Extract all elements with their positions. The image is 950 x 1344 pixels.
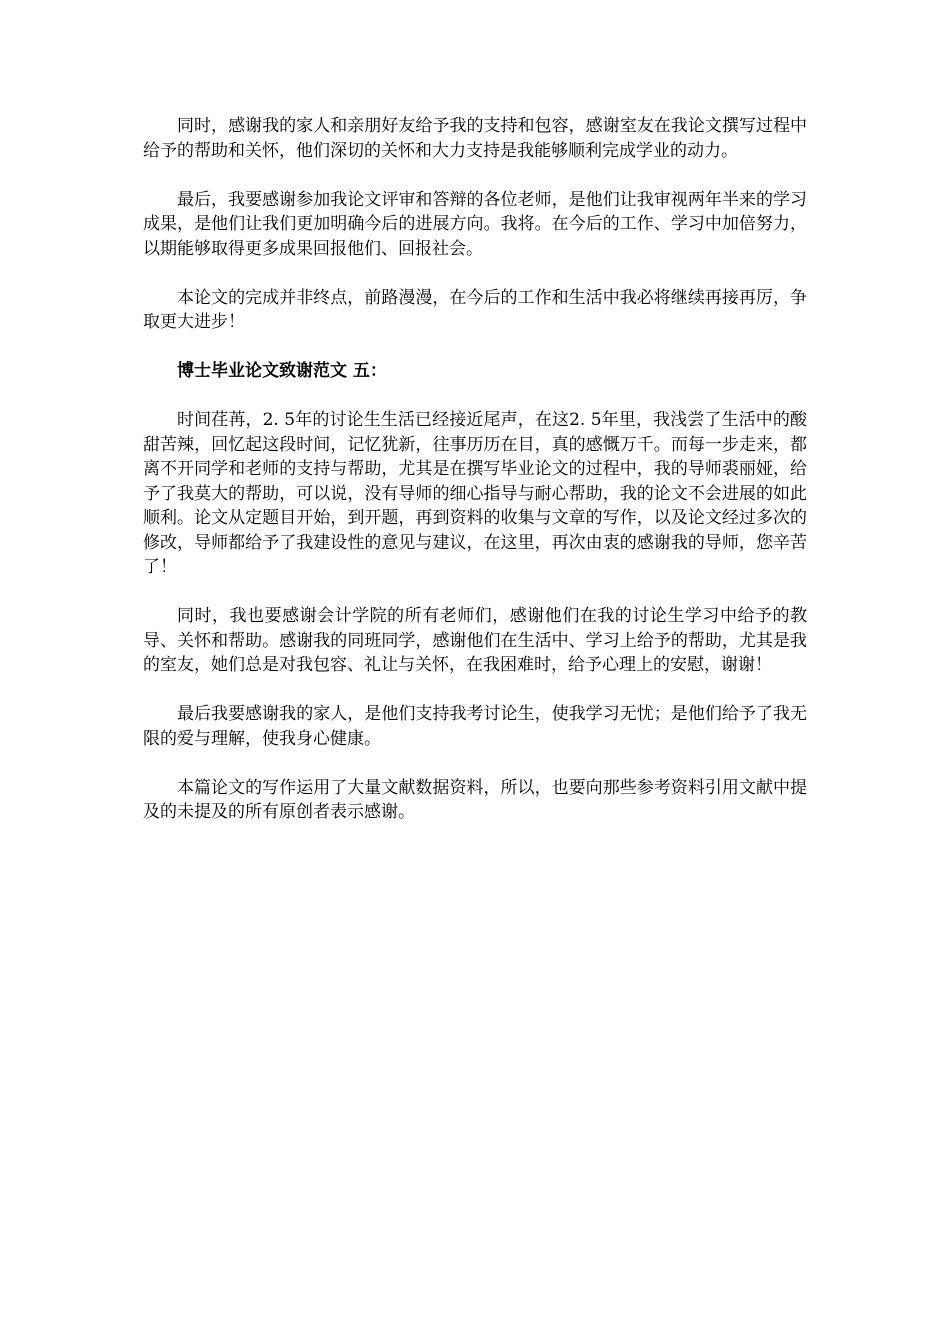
paragraph-references-thanks: 本篇论文的写作运用了大量文献数据资料，所以，也要向那些参考资料引用文献中提及的未提及的所有原创者表示感谢。	[143, 777, 807, 822]
section-heading: 博士毕业论文致谢范文 五：	[177, 361, 387, 381]
document-body	[143, 114, 807, 849]
paragraph-reviewers-thanks: 最后，我要感谢参加我论文评审和答辩的各位老师，是他们让我审视两年半来的学习成果，是他们让我们更加明确今后的进展方向。我将。在今后的工作、学习中加倍努力，以期能够取得更多成果回报他们、回报社会。	[143, 189, 807, 259]
paragraph-teachers-classmates-thanks: 同时，我也要感谢会计学院的所有老师们，感谢他们在我的讨论生学习中给予的教导、关怀和帮助。感谢我的同班同学，感谢他们在生活中、学习上给予的帮助，尤其是我的室友，她们总是对我包容、礼让与关怀，在我困难时，给予心理上的安慰，谢谢！	[143, 606, 807, 675]
paragraph-family-thanks: 同时，感谢我的家人和亲朋好友给予我的支持和包容，感谢室友在我论文撰写过程中给予的帮助和关怀，他们深切的关怀和大力支持是我能够顺利完成学业的动力。	[143, 116, 807, 161]
paragraph-family-support: 最后我要感谢我的家人，是他们支持我考讨论生，使我学习无忧；是他们给予了我无限的爱与理解，使我身心健康。	[143, 704, 807, 749]
paragraph-advisor-thanks: 时间荏苒，2. 5年的讨论生生活已经接近尾声，在这2. 5年里，我浅尝了生活中的酸甜苦辣，回忆起这段时间，记忆犹新，往事历历在目，真的感慨万千。而每一步走来，都离不开同学和老师的支持与帮助，尤其是在撰写毕业论文的过程中，我的导师裘丽娅，给予了我莫大的帮助，可以说，没有导师的细心指导与耐心帮助，我的论文不会进展的如此顺利。论文从定题目开始，到开题，再到资料的收集与文章的写作，以及论文经过多次的修改，导师都给予了我建设性的意见与建议，在这里，再次由衷的感谢我的导师，您辛苦了！	[143, 410, 807, 577]
paragraph-conclusion: 本论文的完成并非终点，前路漫漫，在今后的工作和生活中我必将继续再接再厉，争取更大进步！	[143, 287, 807, 332]
